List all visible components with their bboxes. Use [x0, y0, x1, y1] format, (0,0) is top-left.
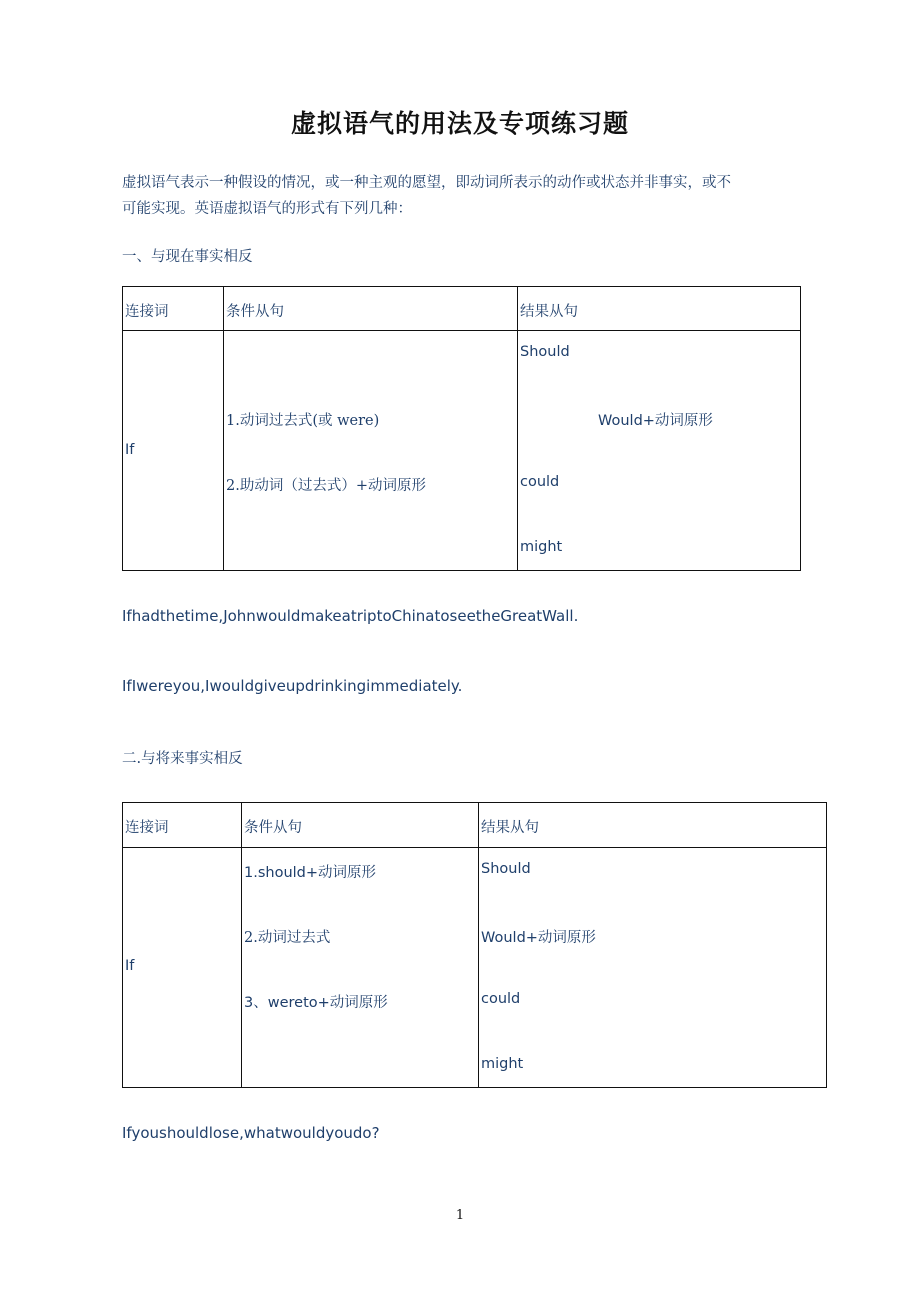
table-header-row [123, 287, 801, 331]
result-item: Would+动词原形 [481, 930, 596, 946]
condition-item: 1.动词过去式(或 were) [226, 413, 380, 429]
section-1-heading: 一、与现在事实相反 [122, 249, 253, 265]
condition-cell [242, 848, 479, 1088]
result-item: might [481, 1056, 524, 1072]
table-present-unreal [122, 286, 801, 571]
page-number: 1 [455, 1208, 465, 1223]
result-cell [479, 848, 827, 1088]
document-title: 虚拟语气的用法及专项练习题 [290, 109, 629, 138]
condition-cell [224, 331, 518, 571]
intro-paragraph [122, 170, 802, 222]
header-cell-conjunction: 连接词 [123, 287, 224, 331]
intro-line-2: 可能实现。英语虚拟语气的形式有下列几种： [122, 201, 412, 217]
conjunction-cell: If [123, 331, 224, 571]
example-sentence-2: IfIwereyou,Iwouldgiveupdrinkingimmediately. [122, 677, 463, 695]
example-sentence-1: Ifhadthetime,JohnwouldmakeatriptoChinatoseetheGreatWall. [122, 607, 579, 625]
header-cell-conjunction: 连接词 [123, 803, 242, 848]
header-cell-condition: 条件从句 [242, 803, 479, 848]
result-item: Should [520, 344, 570, 360]
result-cell [518, 331, 801, 571]
example-sentence-3: Ifyoushouldlose,whatwouldyoudo? [122, 1124, 380, 1142]
conjunction-cell: If [123, 848, 242, 1088]
table-body-row [123, 331, 801, 571]
condition-item: 3、wereto+动词原形 [244, 995, 388, 1011]
header-cell-result: 结果从句 [479, 803, 827, 848]
result-item: could [481, 991, 521, 1007]
condition-item: 1.should+动词原形 [244, 865, 377, 881]
result-item: Would+动词原形 [598, 413, 713, 429]
header-cell-result: 结果从句 [518, 287, 801, 331]
header-cell-condition: 条件从句 [224, 287, 518, 331]
result-item: might [520, 539, 563, 555]
table-future-unreal [122, 802, 827, 1088]
result-item: Should [481, 861, 531, 877]
intro-line-1: 虚拟语气表示一种假设的情况，或一种主观的愿望，即动词所表示的动作或状态并非事实，或不 [122, 175, 731, 191]
table-header-row [123, 803, 827, 848]
condition-item: 2.动词过去式 [244, 930, 331, 946]
result-item: could [520, 474, 560, 490]
table-body-row [123, 848, 827, 1088]
condition-item: 2.助动词（过去式）+动词原形 [226, 478, 426, 494]
section-2-heading: 二.与将来事实相反 [122, 751, 243, 767]
